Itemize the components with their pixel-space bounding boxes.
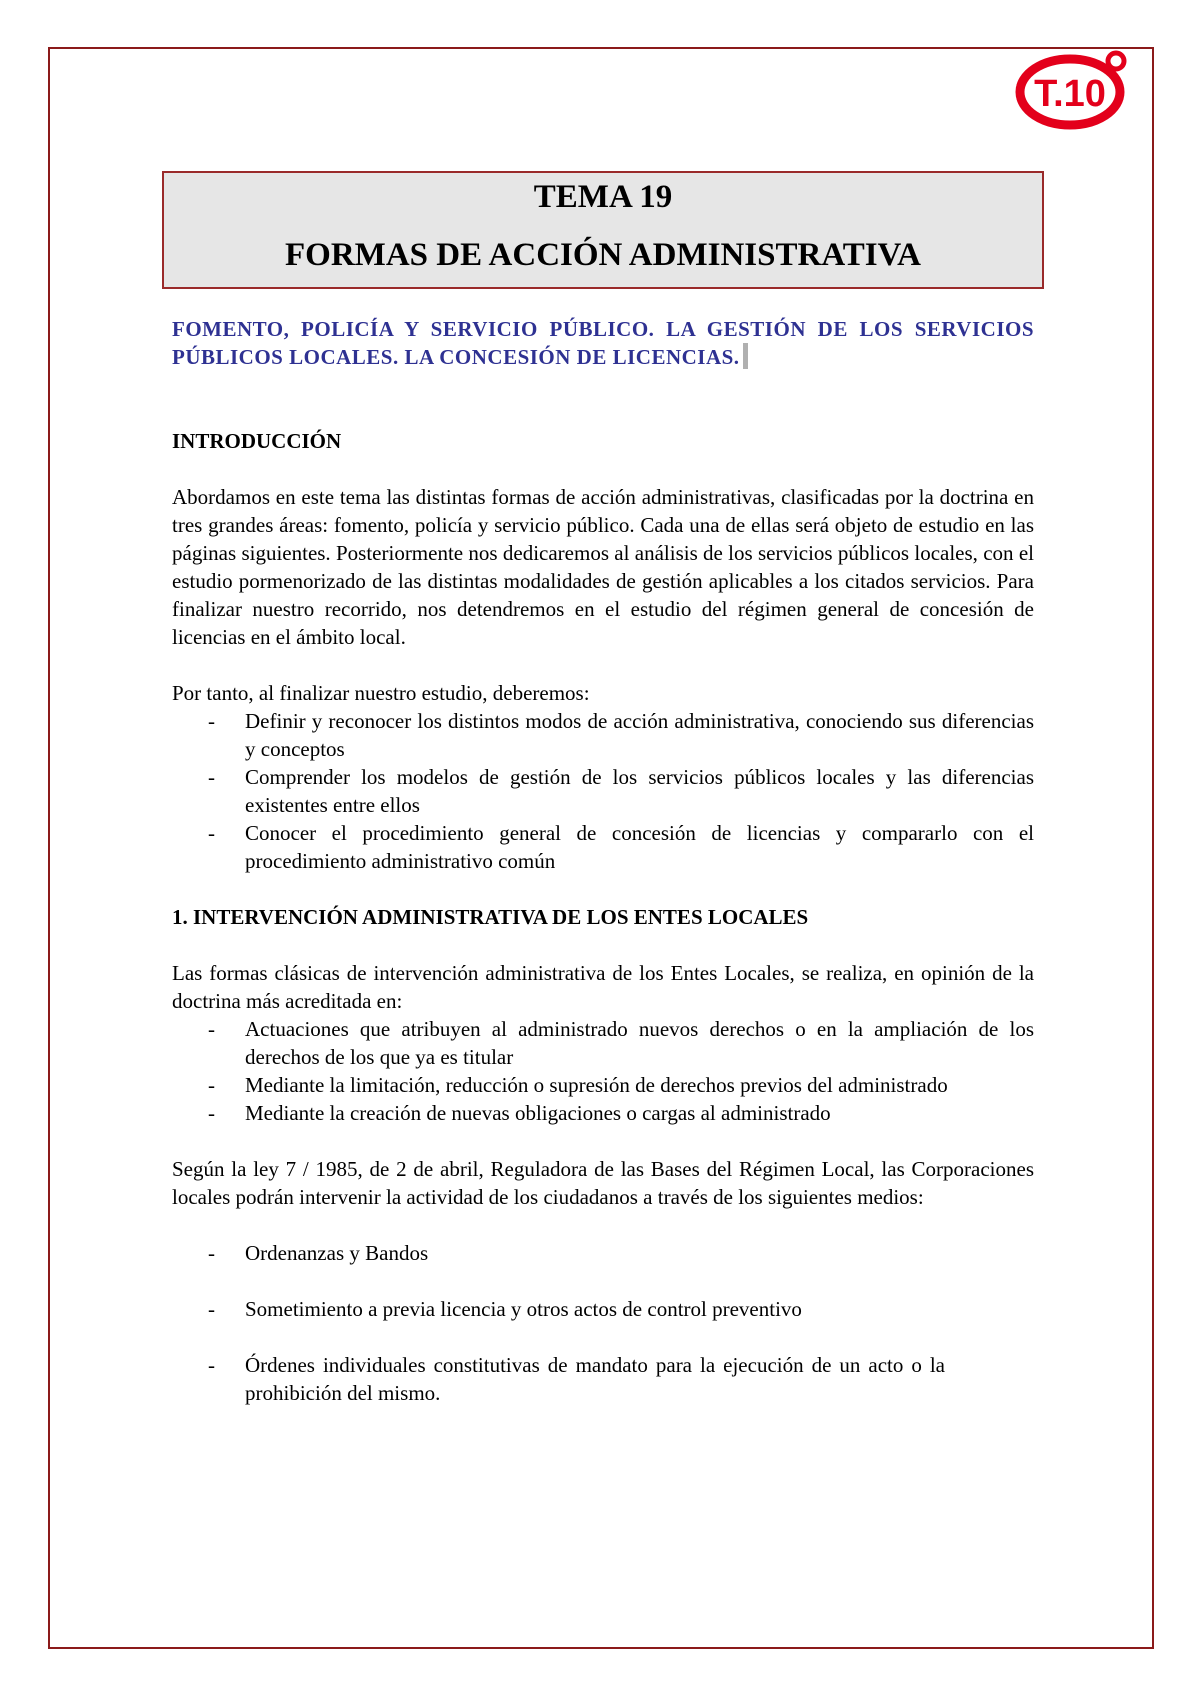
list-item: - Definir y reconocer los distintos modos de acción administrativa, conociendo sus diferencias y conceptos	[172, 707, 1034, 763]
intro-lead: Por tanto, al finalizar nuestro estudio, deberemos:	[172, 681, 590, 705]
intervention-forms-list	[172, 1015, 1034, 1127]
document-body	[172, 315, 1034, 1435]
t10-logo	[1012, 47, 1132, 133]
title-box	[162, 171, 1044, 289]
list-item: - Mediante la limitación, reducción o supresión de derechos previos del administrado	[172, 1071, 1034, 1099]
subtitle	[172, 315, 1034, 371]
intervention-means-list	[172, 1239, 1034, 1407]
list-item: - Sometimiento a previa licencia y otros actos de control preventivo	[172, 1295, 1034, 1323]
list-item: - Mediante la creación de nuevas obligaciones o cargas al administrado	[172, 1099, 1034, 1127]
list-item: - Comprender los modelos de gestión de los servicios públicos locales y las diferencias existentes entre ellos	[172, 763, 1034, 819]
subtitle-text: FOMENTO, POLICÍA Y SERVICIO PÚBLICO. LA GESTIÓN DE LOS SERVICIOS PÚBLICOS LOCALES. LA CONCESIÓN DE LICENCIAS.	[172, 317, 1034, 369]
tema-number: TEMA 19	[533, 179, 673, 215]
list-item: - Órdenes individuales constitutivas de mandato para la ejecución de un acto o la prohibición del mismo.	[172, 1351, 945, 1407]
section1-heading: 1. INTERVENCIÓN ADMINISTRATIVA DE LOS ENTES LOCALES	[172, 905, 809, 929]
intro-heading: INTRODUCCIÓN	[172, 429, 342, 453]
section1-paragraph1: Las formas clásicas de intervención administrativa de los Entes Locales, se realiza, en opinión de la doctrina más acreditada en:	[172, 961, 1034, 1013]
list-item: - Actuaciones que atribuyen al administrado nuevos derechos o en la ampliación de los derechos de los que ya es titular	[172, 1015, 1034, 1071]
page-title: FORMAS DE ACCIÓN ADMINISTRATIVA	[285, 237, 921, 273]
text-cursor-marker	[743, 343, 748, 369]
list-item: - Ordenanzas y Bandos	[172, 1239, 1034, 1267]
intro-paragraph: Abordamos en este tema las distintas formas de acción administrativas, clasificadas por la doctrina en tres grandes áreas: fomento, policía y servicio público. Cada una de ellas será objeto de estudio en las páginas siguientes. Posteriormente nos dedicaremos al análisis de los servicios públicos locales, con el estudio pormenorizado de las distintas modalidades de gestión aplicables a los citados servicios. Para finalizar nuestro recorrido, nos detendremos en el estudio del régimen general de concesión de licencias en el ámbito local.	[172, 485, 1034, 649]
list-item: - Conocer el procedimiento general de concesión de licencias y compararlo con el procedimiento administrativo común	[172, 819, 1034, 875]
objectives-list	[172, 707, 1034, 875]
section1-paragraph2: Según la ley 7 / 1985, de 2 de abril, Reguladora de las Bases del Régimen Local, las Corporaciones locales podrán intervenir la actividad de los ciudadanos a través de los siguientes medios:	[172, 1157, 1034, 1209]
logo-text: T.10	[1034, 73, 1106, 115]
